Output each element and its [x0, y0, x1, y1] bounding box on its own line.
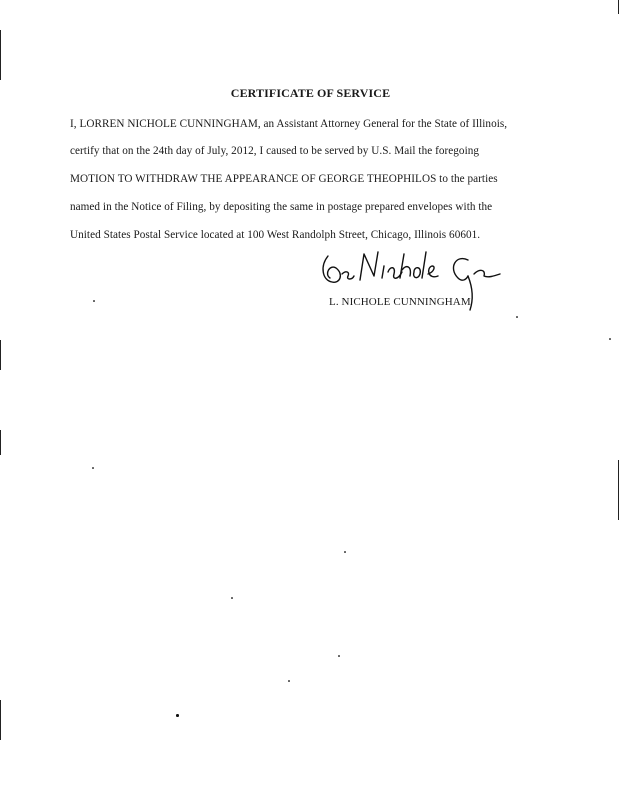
scan-speck	[344, 551, 346, 553]
scan-speck	[516, 316, 518, 318]
scan-speck	[231, 597, 233, 599]
body-line: certify that on the 24th day of July, 2012, I caused to be served by U.S. Mail the foregoing	[70, 145, 480, 157]
body-line: United States Postal Service located at 100 West Randolph Street, Chicago, Illinois 60601.	[70, 229, 481, 241]
scan-speck	[93, 300, 95, 302]
body-line: MOTION TO WITHDRAW THE APPEARANCE OF GEORGE THEOPHILOS to the parties	[70, 173, 498, 185]
signer-name: L. NICHOLE CUNNINGHAM	[329, 296, 471, 308]
edge-mark	[0, 700, 1, 740]
scan-speck	[92, 467, 94, 469]
edge-mark	[0, 430, 1, 455]
edge-mark	[0, 340, 1, 370]
scan-speck	[609, 338, 611, 340]
scan-speck	[288, 680, 290, 682]
certificate-title: CERTIFICATE OF SERVICE	[230, 86, 391, 100]
scan-speck	[338, 655, 340, 657]
edge-mark	[618, 460, 619, 520]
body-line: I, LORREN NICHOLE CUNNINGHAM, an Assistant Attorney General for the State of Illinois,	[70, 118, 508, 130]
edge-mark	[0, 30, 1, 80]
scan-speck	[176, 714, 179, 717]
body-line: named in the Notice of Filing, by depositing the same in postage prepared envelopes with the	[70, 201, 493, 213]
edge-mark	[618, 0, 619, 14]
